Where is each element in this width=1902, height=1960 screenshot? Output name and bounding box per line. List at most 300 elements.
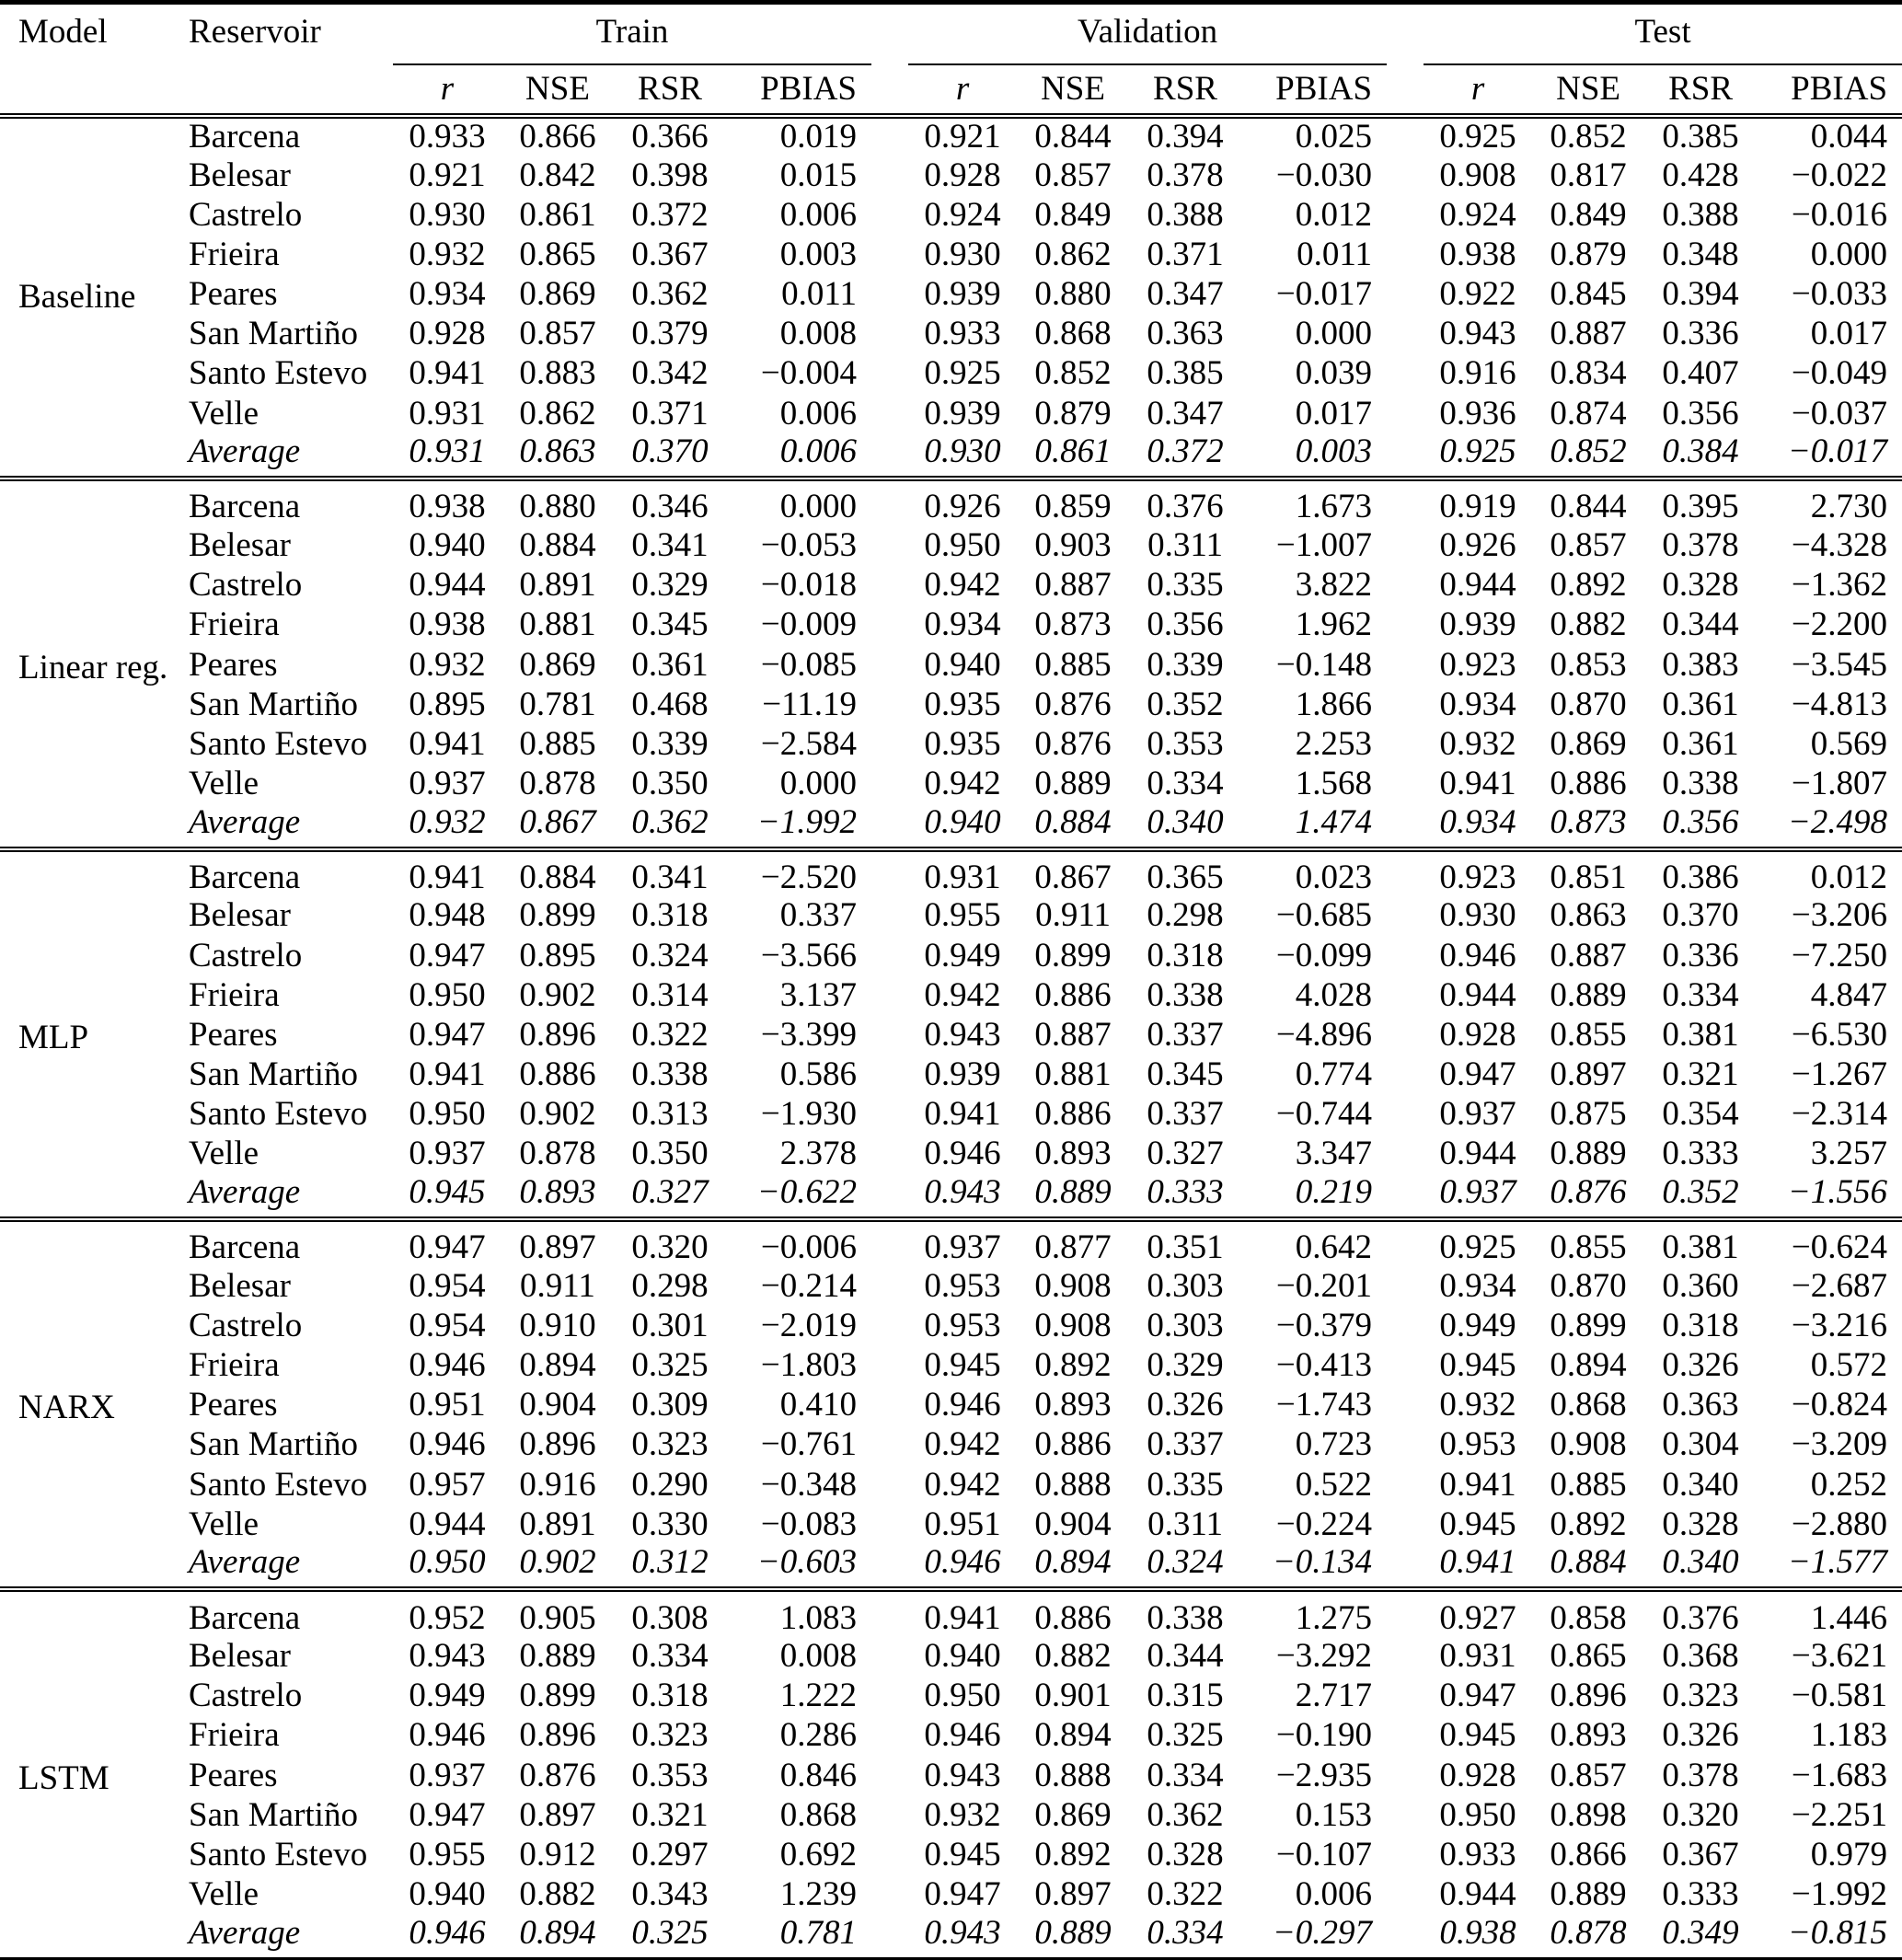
train-rsr-value: 0.325 [631,1346,709,1385]
train-nse-value: 0.869 [519,275,596,314]
column-spacer [871,1505,908,1544]
test-rsr-value: 0.384 [1662,432,1739,471]
table-body [0,116,1902,1959]
train-nse-value: 0.865 [519,236,596,274]
validation-rsr-value: 0.337 [1147,1425,1224,1464]
test-nse-value: 0.868 [1550,1386,1627,1424]
table-row [0,275,1902,315]
test-r-value: 0.941 [1439,1465,1516,1504]
validation-nse-value: 0.885 [1034,645,1112,684]
reservoir-label: Peares [189,1015,278,1054]
train-rsr-value: 0.345 [631,605,709,644]
table-row [0,975,1902,1015]
test-pbias-value: 4.847 [1810,975,1888,1014]
validation-r-value: 0.950 [924,1677,1001,1715]
test-pbias-value: 2.730 [1757,478,1902,525]
test-rsr-value: 0.326 [1662,1346,1739,1385]
column-spacer [871,478,908,525]
validation-rsr-value: 0.352 [1147,685,1224,723]
test-nse-value: 0.892 [1550,566,1627,605]
train-nse-value: 0.882 [519,1875,596,1914]
train-nse-value: 0.884 [501,849,614,896]
validation-rsr-value: 0.335 [1147,566,1224,605]
train-r-value: 0.955 [409,1835,486,1874]
train-rsr-value: 0.298 [631,1266,709,1305]
test-r-value: 0.936 [1439,394,1516,432]
test-pbias-value: −1.992 [1791,1875,1888,1914]
test-rsr-value: 0.336 [1662,936,1739,974]
train-r-value: 0.952 [393,1589,501,1636]
test-r-value: 0.945 [1439,1505,1516,1543]
test-pbias-value: −2.880 [1791,1505,1888,1543]
column-spacer [1387,764,1424,803]
reservoir-label: Barcena [189,1589,393,1636]
table-row [0,354,1902,394]
column-spacer [1387,566,1424,605]
train-pbias-value: 0.286 [779,1716,858,1755]
train-nse-value: 0.883 [519,354,596,393]
validation-rsr-value: 0.372 [1147,432,1224,471]
validation-r-value: 0.945 [924,1835,1001,1874]
reservoir-label: Frieira [189,975,280,1014]
test-pbias-value: −0.815 [1787,1913,1888,1952]
train-nse-value: 0.911 [520,1266,595,1305]
validation-pbias-value: −0.297 [1272,1913,1373,1952]
model-label: MLP [0,849,189,1219]
validation-nse-value: 0.887 [1034,566,1112,605]
column-spacer [1387,1135,1424,1174]
validation-rsr-value: 0.334 [1147,765,1224,802]
validation-rsr-value: 0.327 [1147,1135,1224,1173]
validation-rsr-value: 0.356 [1147,605,1224,644]
test-rsr-value: 0.318 [1662,1306,1739,1344]
test-r-value: 0.945 [1439,1346,1516,1385]
train-r-value: 0.895 [409,685,486,723]
test-rsr-value: 0.348 [1662,236,1739,274]
column-spacer [871,1219,908,1266]
validation-rsr-value: 0.325 [1147,1716,1224,1755]
train-r-value: 0.949 [409,1677,486,1715]
validation-rsr-value: 0.315 [1147,1677,1224,1715]
validation-r-value: 0.945 [924,1346,1001,1385]
test-r-value: 0.944 [1439,975,1516,1014]
test-r-value: 0.925 [1439,432,1516,471]
train-rsr-value: 0.379 [631,315,709,353]
test-pbias-value: 1.446 [1757,1589,1902,1636]
train-nse-value: 0.895 [519,936,596,974]
validation-nse-value: 0.867 [1017,849,1129,896]
train-pbias-value: −2.584 [760,724,858,763]
column-spacer [1387,235,1424,274]
test-pbias-value: −1.683 [1791,1756,1888,1794]
column-spacer [1387,1637,1424,1677]
validation-rsr-value: 0.311 [1147,526,1223,565]
test-nse-value: 0.896 [1550,1677,1627,1715]
table-row [0,1015,1902,1055]
validation-rsr-value: 0.378 [1147,156,1224,194]
train-pbias-value: −0.083 [760,1505,858,1543]
validation-pbias-value: 0.153 [1295,1795,1373,1834]
validation-pbias-value: −0.224 [1275,1505,1373,1543]
column-spacer [1387,156,1424,195]
train-pbias-value: −2.019 [760,1306,858,1344]
test-rsr-value: 0.370 [1662,896,1739,935]
validation-pbias-value: 3.347 [1295,1135,1373,1173]
test-nse-value: 0.865 [1550,1637,1627,1676]
table-row [0,315,1902,354]
validation-r-value: 0.925 [924,354,1001,393]
column-spacer [1387,1716,1424,1756]
train-nse-value: 0.862 [519,394,596,432]
train-r-value: 0.945 [409,1173,486,1211]
train-rsr-value: 0.334 [631,1637,709,1676]
column-spacer [1387,1589,1424,1636]
train-r-value: 0.930 [409,195,486,234]
train-r-value: 0.950 [409,1095,486,1134]
train-r-value: 0.938 [409,605,486,644]
train-pbias-value: −1.992 [756,802,858,841]
reservoir-label: Santo Estevo [189,354,368,393]
reservoir-label: Average [189,1913,301,1952]
train-pbias-value: 0.006 [779,394,858,432]
reservoir-label: Average [189,1173,301,1211]
reservoir-label: Santo Estevo [189,1465,368,1504]
validation-r-value: 0.940 [924,645,1001,684]
test-nse-value: 0.886 [1550,765,1627,802]
validation-pbias-value: 0.017 [1295,394,1373,432]
group-header-row [0,3,1902,64]
validation-rsr-value: 0.326 [1147,1386,1224,1424]
train-nse-value: 0.878 [519,765,596,802]
train-r-value: 0.947 [393,1219,501,1266]
test-pbias-value: −1.267 [1791,1055,1888,1094]
reservoir-label: Frieira [189,605,280,644]
validation-pbias-value: −0.017 [1275,275,1373,314]
test-rsr-value: 0.336 [1662,315,1739,353]
train-nse-value: 0.893 [519,1173,596,1211]
test-pbias-value: −1.577 [1787,1543,1888,1582]
train-r-value: 0.946 [409,1716,486,1755]
train-pbias-value: 0.011 [781,275,858,314]
column-spacer [1387,1266,1424,1306]
validation-pbias-value: 0.003 [1295,432,1373,471]
test-pbias-value: 0.017 [1810,315,1888,353]
column-spacer [871,433,908,478]
column-spacer [871,1425,908,1465]
train-nse-value: 0.897 [519,1795,596,1834]
train-pbias-value: 0.781 [779,1913,858,1952]
validation-pbias-value: 1.866 [1295,685,1373,723]
table-row [0,1589,1902,1636]
column-spacer [871,804,908,849]
validation-pbias-value: −0.413 [1275,1346,1373,1385]
train-rsr-value: 0.341 [631,526,709,565]
train-r-value: 0.937 [409,1756,486,1794]
test-r-value: 0.927 [1424,1589,1532,1636]
validation-r-value: 0.941 [924,1095,1001,1134]
test-nse-value: 0.899 [1550,1306,1627,1344]
validation-pbias-value: −0.744 [1275,1095,1373,1134]
validation-pbias-value: 1.673 [1241,478,1387,525]
train-pbias-value: 0.015 [779,156,858,194]
reservoir-label: Average [189,1543,301,1582]
test-nse-value: 0.898 [1550,1795,1627,1834]
column-spacer [1387,975,1424,1015]
train-rsr-value: 0.297 [631,1835,709,1874]
train-pbias-value: 0.692 [779,1835,858,1874]
train-pbias-value: 3.137 [779,975,858,1014]
test-pbias-value: −3.209 [1791,1425,1888,1464]
test-nse-value: 0.884 [1550,1543,1627,1582]
train-rsr-value: 0.372 [631,195,709,234]
table-row [0,566,1902,605]
column-spacer [1387,478,1424,525]
train-nse-value: 0.885 [519,724,596,763]
validation-nse-value: 0.886 [1017,1589,1129,1636]
test-nse-value: 0.870 [1550,1266,1627,1305]
column-spacer [1387,1835,1424,1874]
test-rsr-value: 0.361 [1662,685,1739,723]
train-rsr-value: 0.362 [631,802,709,841]
test-pbias-value: −0.033 [1791,275,1888,314]
table-row [0,1055,1902,1094]
test-rsr-value: 0.394 [1662,275,1739,314]
test-rsr-value: 0.326 [1662,1716,1739,1755]
test-r-value: 0.947 [1439,1055,1516,1094]
test-pbias-value: −0.022 [1791,156,1888,194]
train-rsr-value: 0.398 [631,156,709,194]
validation-rsr-value: 0.347 [1147,394,1224,432]
test-r-value: 0.919 [1424,478,1532,525]
train-pbias-value: 0.008 [779,1637,858,1676]
test-nse-value: 0.876 [1550,1173,1627,1211]
table-row [0,1874,1902,1914]
validation-r-value: 0.934 [924,605,1001,644]
validation-pbias-value: 1.275 [1241,1589,1387,1636]
validation-rsr-value: 0.363 [1147,315,1224,353]
test-rsr-value: 0.344 [1662,605,1739,644]
column-spacer [871,975,908,1015]
train-r-value: 0.940 [409,1875,486,1914]
table-row [0,1465,1902,1505]
validation-rsr-value: 0.344 [1147,1637,1224,1676]
test-rsr-value: 0.395 [1644,478,1757,525]
train-rsr-value: 0.371 [631,394,709,432]
reservoir-label: San Martiño [189,685,358,723]
test-rsr-value: 0.386 [1644,849,1757,896]
column-spacer [1387,896,1424,936]
validation-r-value: 0.939 [924,275,1001,314]
test-r-value: 0.928 [1439,1015,1516,1054]
train-pbias-value: 1.239 [779,1875,858,1914]
table-row [0,235,1902,274]
table-row [0,1095,1902,1135]
validation-pbias-value: 1.474 [1295,802,1373,841]
test-r-value: 0.944 [1439,566,1516,605]
validation-r-value: 0.935 [924,685,1001,723]
validation-pbias-value: 1.962 [1295,605,1373,644]
table-header [0,3,1902,116]
column-spacer [1387,1346,1424,1386]
validation-pbias-value: 3.822 [1295,566,1373,605]
test-r-value: 0.953 [1439,1425,1516,1464]
train-rsr-value: 0.318 [631,1677,709,1715]
column-spacer [871,315,908,354]
train-r-value: 0.932 [409,236,486,274]
train-rsr-value: 0.308 [614,1589,726,1636]
test-r-value: 0.923 [1439,645,1516,684]
train-rsr-value: 0.343 [631,1875,709,1914]
column-spacer [871,1306,908,1345]
train-nse-value: 0.904 [519,1386,596,1424]
validation-pbias-value: 0.219 [1295,1173,1373,1211]
column-spacer [1387,433,1424,478]
test-nse-value: 0.908 [1550,1425,1627,1464]
test-r-value: 0.922 [1439,275,1516,314]
table-row [0,605,1902,645]
column-spacer [1387,1306,1424,1345]
validation-r-value: 0.921 [924,118,1001,156]
test-pbias-value: −2.314 [1791,1095,1888,1134]
test-nse-value: 0.889 [1550,975,1627,1014]
train-r-value: 0.938 [393,478,501,525]
validation-nse-value: 0.901 [1034,1677,1112,1715]
validation-r-value: 0.932 [924,1795,1001,1834]
validation-r-value: 0.926 [908,478,1017,525]
column-spacer [871,1795,908,1835]
test-rsr-value: 0.328 [1662,1505,1739,1543]
column-spacer [871,1465,908,1505]
test-r-value: 0.949 [1439,1306,1516,1344]
train-rsr-value: 0.323 [631,1425,709,1464]
train-nse-value: 0.867 [519,802,596,841]
test-rsr-value: 0.385 [1662,118,1739,156]
train-rsr-value: 0.290 [631,1465,709,1504]
validation-pbias-value: 0.006 [1295,1875,1373,1914]
train-pbias-value: −0.214 [760,1266,858,1305]
table-row [0,116,1902,156]
train-r-value: 0.940 [409,526,486,565]
col-header-reservoir: Reservoir [189,3,393,116]
table-row [0,896,1902,936]
train-rsr-value: 0.301 [631,1306,709,1344]
test-rsr-value: 0.363 [1662,1386,1739,1424]
reservoir-label: San Martiño [189,1795,358,1834]
validation-r-value: 0.953 [924,1266,1001,1305]
validation-pbias-value: 0.642 [1241,1219,1387,1266]
validation-rsr-value: 0.338 [1147,975,1224,1014]
test-rsr-value: 0.304 [1662,1425,1739,1464]
test-nse-value: 0.869 [1550,724,1627,763]
validation-pbias-value: 0.039 [1295,354,1373,393]
validation-r-value: 0.939 [924,1055,1001,1094]
column-spacer [871,1915,908,1959]
test-nse-value: 0.817 [1550,156,1627,194]
train-r-value: 0.950 [409,1543,486,1582]
train-rsr-value: 0.362 [631,275,709,314]
test-r-value: 0.925 [1439,118,1516,156]
validation-pbias-value: 0.522 [1295,1465,1373,1504]
test-nse-value: 0.892 [1550,1505,1627,1543]
column-spacer [871,849,908,896]
validation-nse-value: 0.893 [1034,1135,1112,1173]
group-header-test: Test [1424,3,1902,64]
validation-rsr-value: 0.311 [1147,1505,1223,1543]
train-pbias-value: −2.520 [726,849,871,896]
column-spacer [871,1716,908,1756]
train-r-value: 0.932 [409,802,486,841]
model-label: LSTM [0,1589,189,1958]
test-r-value: 0.928 [1439,1756,1516,1794]
metric-header-nse: NSE [1017,64,1129,116]
train-nse-value: 0.880 [501,478,614,525]
column-spacer [1387,1874,1424,1914]
validation-nse-value: 0.889 [1034,765,1112,802]
test-pbias-value: −2.251 [1791,1795,1888,1834]
train-pbias-value: −0.009 [760,605,858,644]
validation-nse-value: 0.887 [1034,1015,1112,1054]
test-r-value: 0.946 [1439,936,1516,974]
column-spacer [871,235,908,274]
validation-pbias-value: −0.107 [1275,1835,1373,1874]
group-header-validation: Validation [908,3,1387,64]
column-spacer [1387,936,1424,975]
validation-nse-value: 0.886 [1034,1095,1112,1134]
train-r-value: 0.946 [409,1913,486,1952]
test-pbias-value: −3.545 [1791,645,1888,684]
test-rsr-value: 0.320 [1662,1795,1739,1834]
column-spacer [1387,804,1424,849]
average-row [0,804,1902,849]
validation-r-value: 0.951 [924,1505,1001,1543]
train-pbias-value: 0.003 [779,236,858,274]
test-pbias-value: −3.216 [1791,1306,1888,1344]
validation-nse-value: 0.899 [1034,936,1112,974]
validation-r-value: 0.930 [924,432,1001,471]
train-pbias-value: 2.378 [779,1135,858,1173]
train-nse-value: 0.899 [519,1677,596,1715]
train-r-value: 0.933 [409,118,486,156]
train-pbias-value: 0.868 [779,1795,858,1834]
train-nse-value: 0.897 [501,1219,614,1266]
train-pbias-value: 0.410 [779,1386,858,1424]
train-nse-value: 0.910 [519,1306,596,1344]
metric-header-rsr: RSR [614,64,726,116]
test-pbias-value: 0.000 [1810,236,1888,274]
validation-rsr-value: 0.335 [1147,1465,1224,1504]
column-spacer [871,685,908,724]
train-pbias-value: 1.083 [726,1589,871,1636]
reservoir-label: San Martiño [189,1055,358,1094]
test-rsr-value: 0.360 [1662,1266,1739,1305]
column-spacer [1387,1386,1424,1425]
validation-nse-value: 0.868 [1034,315,1112,353]
test-nse-value: 0.866 [1550,1835,1627,1874]
train-r-value: 0.941 [409,1055,486,1094]
test-pbias-value: −3.206 [1791,896,1888,935]
train-nse-value: 0.902 [519,1543,596,1582]
test-rsr-value: 0.334 [1662,975,1739,1014]
validation-nse-value: 0.884 [1034,802,1112,841]
train-r-value: 0.937 [409,1135,486,1173]
validation-nse-value: 0.911 [1035,896,1111,935]
test-r-value: 0.934 [1439,802,1516,841]
validation-r-value: 0.942 [924,765,1001,802]
train-r-value: 0.954 [409,1266,486,1305]
train-r-value: 0.934 [409,275,486,314]
test-r-value: 0.916 [1439,354,1516,393]
test-rsr-value: 0.376 [1644,1589,1757,1636]
